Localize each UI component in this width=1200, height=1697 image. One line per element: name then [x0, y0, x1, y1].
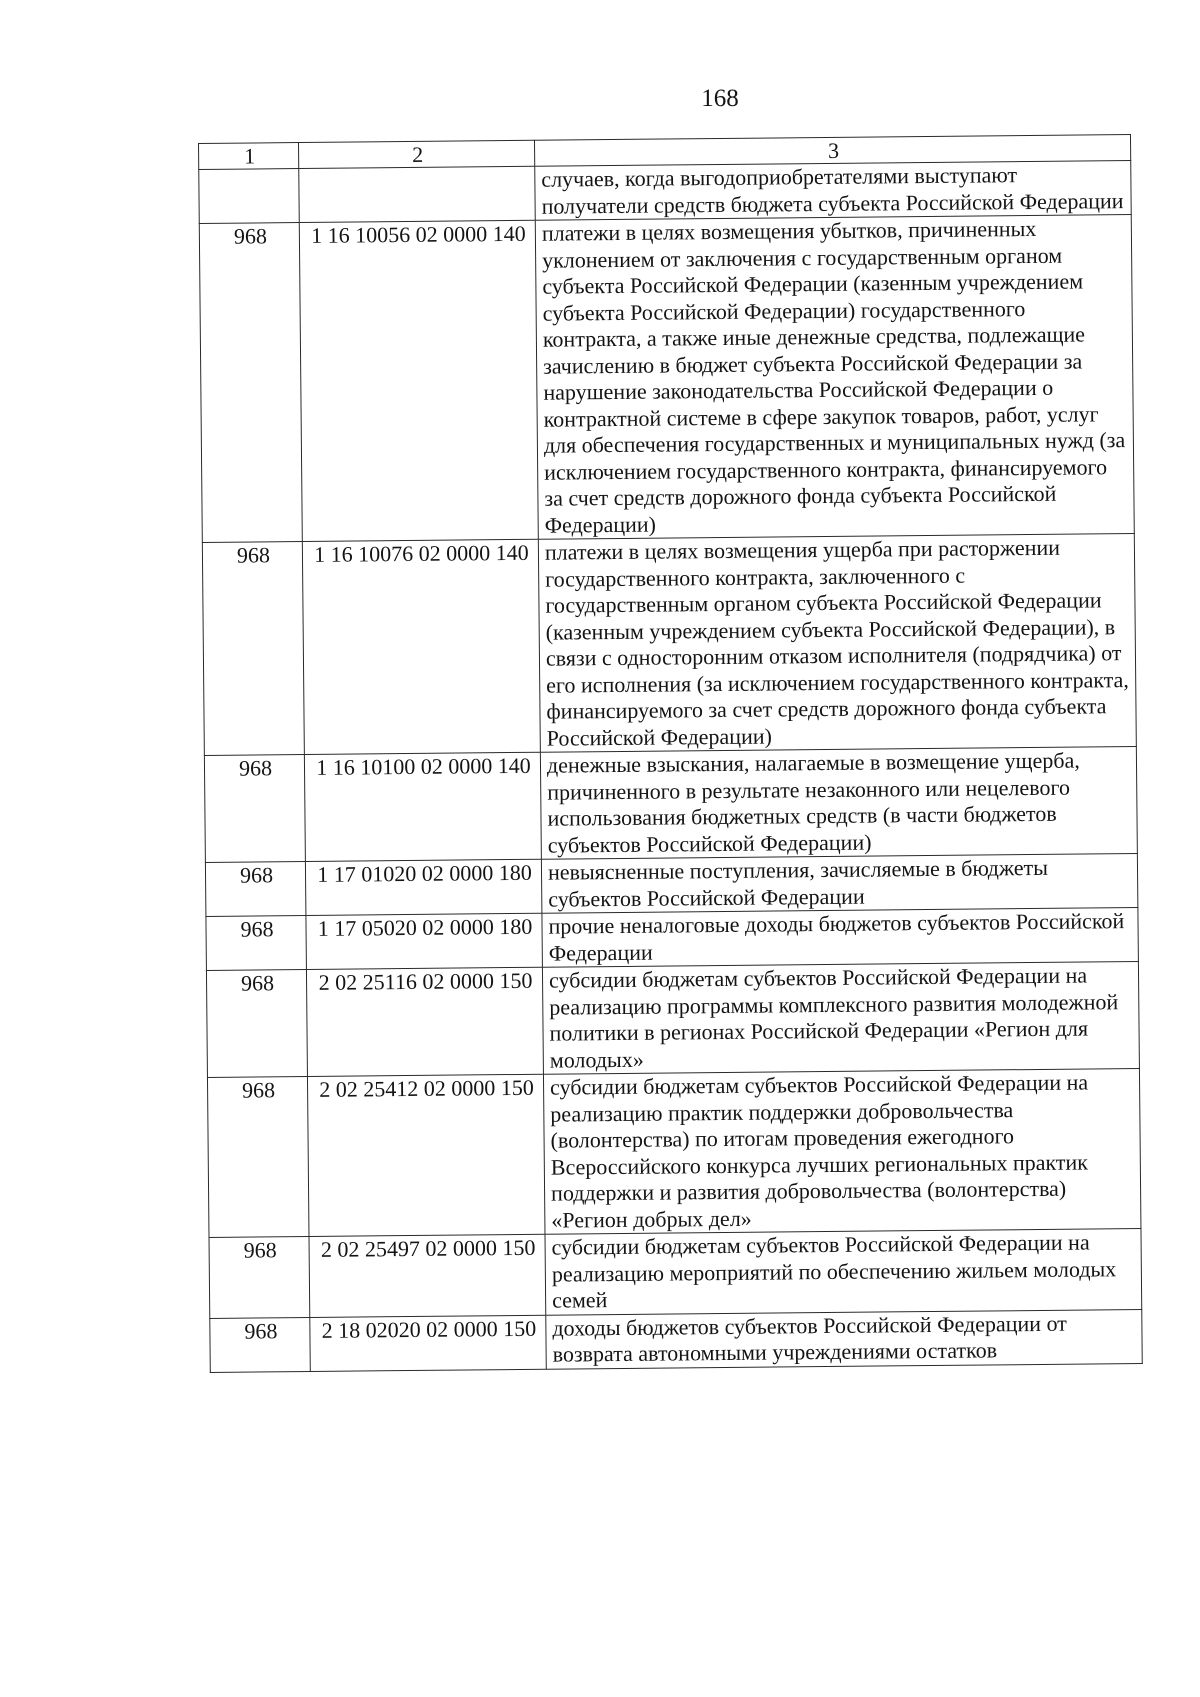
description-cell: платежи в целях возмещения убытков, причиненных уклонением от заключения с государственным органом субъекта Российской Федерации (казенным учреждением субъекта Российской Федерации) государственного контракта, а также иные денежные средства, подлежащие зачислению в бюджет субъекта Российской Федерации за нарушение законодательства Российской Федерации о контрактной системе в сфере закупок товаров, работ, услуг для обеспечения государственных и муниципальных нужд (за исключением государственного контракта, финансируемого за счет средств дорожного фонда субъекта Российской Федерации): [535, 215, 1134, 540]
admin-code-cell: 968: [209, 1236, 310, 1317]
column-header-3: 3: [534, 135, 1130, 167]
kbk-code-cell: 1 17 01020 02 0000 180: [305, 859, 542, 915]
admin-code-cell: 968: [206, 915, 307, 970]
table-row: [209, 1228, 1142, 1317]
kbk-code-cell: 2 02 25497 02 0000 150: [309, 1234, 546, 1317]
kbk-code-cell: 2 02 25412 02 0000 150: [307, 1074, 545, 1236]
description-cell: прочие неналоговые доходы бюджетов субъектов Российской Федерации: [542, 908, 1138, 968]
description-cell: субсидии бюджетам субъектов Российской Федерации на реализацию программы комплексного развития молодежной политики в регионах Российской Федерации «Регион для молодых»: [542, 962, 1139, 1075]
column-header-1: 1: [199, 143, 299, 170]
table-row: [210, 1309, 1142, 1372]
kbk-code-cell: [299, 166, 536, 222]
admin-code-cell: 968: [204, 755, 305, 863]
table-row: [206, 962, 1139, 1078]
description-cell: субсидии бюджетам субъектов Российской Федерации на реализацию практик поддержки добровольчества (волонтерства) по итогам проведения ежегодного Всероссийского конкурса лучших региональных практик поддержки и развития добровольчества (волонтерства) «Регион добрых дел»: [543, 1069, 1141, 1235]
kbk-code-cell: 1 16 10056 02 0000 140: [299, 220, 538, 541]
description-cell: денежные взыскания, налагаемые в возмещение ущерба, причиненного в результате незаконного или нецелевого использования бюджетных средств (в части бюджетов субъектов Российской Федерации): [540, 747, 1137, 860]
page-number: 168: [701, 85, 739, 112]
kbk-code-cell: 1 16 10076 02 0000 140: [302, 539, 540, 754]
table-row: [202, 534, 1136, 756]
description-cell: доходы бюджетов субъектов Российской Федерации от возврата автономными учреждениями остатков: [546, 1309, 1142, 1369]
admin-code-cell: 968: [205, 862, 306, 917]
table-row: [207, 1069, 1140, 1238]
kbk-code-cell: 2 02 25116 02 0000 150: [306, 967, 543, 1076]
admin-code-cell: 968: [210, 1317, 311, 1372]
table-row: [205, 854, 1137, 917]
admin-code-cell: 968: [199, 223, 302, 543]
kbk-code-cell: 1 17 05020 02 0000 180: [306, 913, 543, 969]
table-row: [199, 161, 1131, 224]
table-row: [199, 215, 1134, 543]
table-row: [206, 908, 1138, 971]
budget-codes-table: [198, 134, 1143, 1372]
table-row: [204, 747, 1137, 863]
kbk-code-cell: 1 16 10100 02 0000 140: [304, 752, 541, 861]
description-cell: случаев, когда выгодоприобретателями выступают получатели средств бюджета субъекта Российской Федерации: [535, 161, 1131, 221]
admin-code-cell: 968: [202, 542, 304, 756]
description-cell: невыясненные поступления, зачисляемые в бюджеты субъектов Российской Федерации: [541, 854, 1137, 914]
description-cell: субсидии бюджетам субъектов Российской Федерации на реализацию мероприятий по обеспечению жильем молодых семей: [545, 1228, 1142, 1314]
column-header-2: 2: [299, 140, 535, 168]
admin-code-cell: 968: [207, 1076, 309, 1237]
admin-code-cell: 968: [206, 969, 307, 1077]
admin-code-cell: [199, 169, 300, 224]
kbk-code-cell: 2 18 02020 02 0000 150: [310, 1315, 547, 1371]
description-cell: платежи в целях возмещения ущерба при расторжении государственного контракта, заключенного с государственным органом субъекта Российской Федерации (казенным учреждением субъекта Российской Федерации), в связи с односторонним отказом исполнителя (подрядчика) от его исполнения (за исключением государственного контракта, финансируемого за счет средств дорожного фонда субъекта Российской Федерации): [538, 534, 1136, 753]
